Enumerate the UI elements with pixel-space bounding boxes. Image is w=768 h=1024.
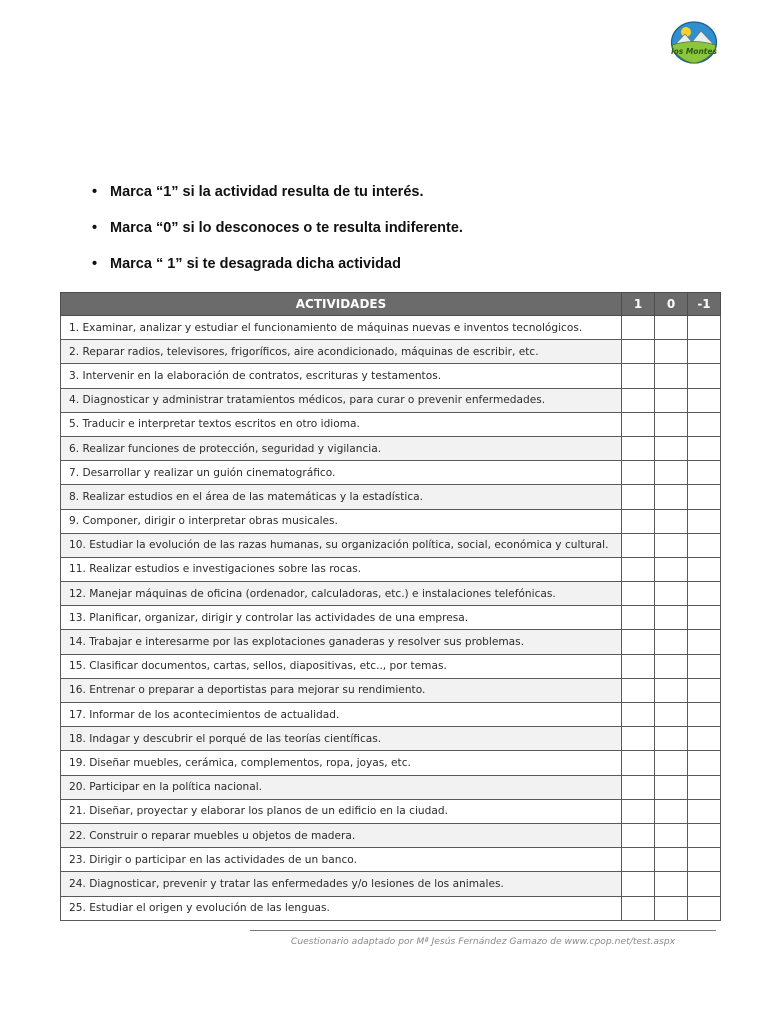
header-neutral: 0 [655, 293, 688, 316]
mark-cell-neutral[interactable] [655, 823, 688, 847]
table-body [61, 316, 721, 921]
instructions-list [90, 184, 463, 292]
instruction-item [90, 220, 463, 256]
table-row [61, 388, 721, 412]
activity-text: 7. Desarrollar y realizar un guión cinematográfico. [61, 461, 622, 485]
mark-cell-neutral[interactable] [655, 388, 688, 412]
mark-cell-dislike[interactable] [688, 703, 721, 727]
mark-cell-neutral[interactable] [655, 606, 688, 630]
instruction-text: Marca “0” si lo desconoces o te resulta indiferente. [110, 220, 463, 236]
table-row [61, 606, 721, 630]
mark-cell-neutral[interactable] [655, 799, 688, 823]
table-row [61, 896, 721, 920]
activity-text: 1. Examinar, analizar y estudiar el funcionamiento de máquinas nuevas e inventos tecnológicos. [61, 316, 622, 340]
logo-text: los Montes [671, 47, 717, 56]
mark-cell-like[interactable] [622, 485, 655, 509]
table-row [61, 364, 721, 388]
mark-cell-like[interactable] [622, 412, 655, 436]
mark-cell-neutral[interactable] [655, 509, 688, 533]
activity-text: 17. Informar de los acontecimientos de actualidad. [61, 703, 622, 727]
activity-text: 19. Diseñar muebles, cerámica, complementos, ropa, joyas, etc. [61, 751, 622, 775]
mark-cell-like[interactable] [622, 340, 655, 364]
mark-cell-neutral[interactable] [655, 436, 688, 460]
activity-text: 18. Indagar y descubrir el porqué de las teorías científicas. [61, 727, 622, 751]
mark-cell-dislike[interactable] [688, 485, 721, 509]
activity-text: 2. Reparar radios, televisores, frigoríficos, aire acondicionado, máquinas de escribir, etc. [61, 340, 622, 364]
instruction-text: Marca “ 1” si te desagrada dicha actividad [110, 256, 401, 272]
table-row [61, 533, 721, 557]
table-row [61, 436, 721, 460]
activity-text: 21. Diseñar, proyectar y elaborar los planos de un edificio en la ciudad. [61, 799, 622, 823]
mark-cell-neutral[interactable] [655, 582, 688, 606]
table-row [61, 316, 721, 340]
mark-cell-dislike[interactable] [688, 533, 721, 557]
activity-text: 22. Construir o reparar muebles u objetos de madera. [61, 823, 622, 847]
activity-text: 4. Diagnosticar y administrar tratamientos médicos, para curar o prevenir enfermedades. [61, 388, 622, 412]
mark-cell-neutral[interactable] [655, 775, 688, 799]
mark-cell-neutral[interactable] [655, 727, 688, 751]
table-row [61, 678, 721, 702]
activity-text: 11. Realizar estudios e investigaciones sobre las rocas. [61, 557, 622, 581]
mark-cell-dislike[interactable] [688, 364, 721, 388]
mark-cell-dislike[interactable] [688, 582, 721, 606]
table-row [61, 654, 721, 678]
mark-cell-neutral[interactable] [655, 316, 688, 340]
mark-cell-like[interactable] [622, 896, 655, 920]
mark-cell-neutral[interactable] [655, 751, 688, 775]
school-logo [670, 21, 718, 64]
activity-text: 6. Realizar funciones de protección, seguridad y vigilancia. [61, 436, 622, 460]
activity-text: 9. Componer, dirigir o interpretar obras musicales. [61, 509, 622, 533]
table-row [61, 582, 721, 606]
mark-cell-neutral[interactable] [655, 461, 688, 485]
mark-cell-neutral[interactable] [655, 630, 688, 654]
table-row [61, 340, 721, 364]
mark-cell-dislike[interactable] [688, 799, 721, 823]
table-row [61, 872, 721, 896]
mark-cell-dislike[interactable] [688, 872, 721, 896]
activity-text: 14. Trabajar e interesarme por las explotaciones ganaderas y resolver sus problemas. [61, 630, 622, 654]
mark-cell-neutral[interactable] [655, 485, 688, 509]
mark-cell-like[interactable] [622, 775, 655, 799]
mark-cell-neutral[interactable] [655, 848, 688, 872]
mark-cell-like[interactable] [622, 848, 655, 872]
mark-cell-dislike[interactable] [688, 654, 721, 678]
instruction-item [90, 184, 463, 220]
mark-cell-like[interactable] [622, 316, 655, 340]
mark-cell-like[interactable] [622, 388, 655, 412]
mark-cell-dislike[interactable] [688, 461, 721, 485]
mark-cell-neutral[interactable] [655, 896, 688, 920]
table-row [61, 485, 721, 509]
activity-text: 13. Planificar, organizar, dirigir y controlar las actividades de una empresa. [61, 606, 622, 630]
header-activities: ACTIVIDADES [61, 293, 622, 316]
activity-text: 15. Clasificar documentos, cartas, sellos, diapositivas, etc.., por temas. [61, 654, 622, 678]
mark-cell-neutral[interactable] [655, 654, 688, 678]
mark-cell-neutral[interactable] [655, 678, 688, 702]
mark-cell-like[interactable] [622, 823, 655, 847]
activity-text: 3. Intervenir en la elaboración de contratos, escrituras y testamentos. [61, 364, 622, 388]
table-row [61, 848, 721, 872]
mark-cell-like[interactable] [622, 630, 655, 654]
activity-text: 5. Traducir e interpretar textos escritos en otro idioma. [61, 412, 622, 436]
mark-cell-dislike[interactable] [688, 606, 721, 630]
table-row [61, 775, 721, 799]
mark-cell-neutral[interactable] [655, 557, 688, 581]
mark-cell-like[interactable] [622, 799, 655, 823]
mark-cell-like[interactable] [622, 727, 655, 751]
activity-text: 25. Estudiar el origen y evolución de las lenguas. [61, 896, 622, 920]
mark-cell-like[interactable] [622, 436, 655, 460]
table-row [61, 630, 721, 654]
mark-cell-like[interactable] [622, 364, 655, 388]
bullet-icon: • [92, 220, 98, 236]
table-row [61, 727, 721, 751]
mark-cell-like[interactable] [622, 557, 655, 581]
header-dislike: -1 [688, 293, 721, 316]
mark-cell-neutral[interactable] [655, 703, 688, 727]
mark-cell-like[interactable] [622, 509, 655, 533]
table-row [61, 557, 721, 581]
mark-cell-neutral[interactable] [655, 364, 688, 388]
mark-cell-dislike[interactable] [688, 727, 721, 751]
mark-cell-like[interactable] [622, 872, 655, 896]
footer-credit: Cuestionario adaptado por Mª Jesús Fernández Gamazo de www.cpop.net/test.aspx [290, 936, 676, 947]
table-row [61, 799, 721, 823]
mark-cell-like[interactable] [622, 703, 655, 727]
mark-cell-like[interactable] [622, 582, 655, 606]
mark-cell-dislike[interactable] [688, 436, 721, 460]
footer-divider [250, 930, 716, 931]
mark-cell-neutral[interactable] [655, 533, 688, 557]
activity-text: 20. Participar en la política nacional. [61, 775, 622, 799]
activity-text: 12. Manejar máquinas de oficina (ordenador, calculadoras, etc.) e instalaciones telefónicas. [61, 582, 622, 606]
mark-cell-dislike[interactable] [688, 316, 721, 340]
mark-cell-dislike[interactable] [688, 678, 721, 702]
activity-text: 23. Dirigir o participar en las actividades de un banco. [61, 848, 622, 872]
activity-text: 10. Estudiar la evolución de las razas humanas, su organización política, social, económica y cultural. [61, 533, 622, 557]
mark-cell-neutral[interactable] [655, 340, 688, 364]
mark-cell-dislike[interactable] [688, 509, 721, 533]
mark-cell-dislike[interactable] [688, 896, 721, 920]
table-row [61, 412, 721, 436]
table-row [61, 703, 721, 727]
instruction-item [90, 256, 463, 292]
mark-cell-dislike[interactable] [688, 630, 721, 654]
mark-cell-dislike[interactable] [688, 412, 721, 436]
mark-cell-dislike[interactable] [688, 388, 721, 412]
mark-cell-like[interactable] [622, 533, 655, 557]
bullet-icon: • [92, 256, 98, 272]
mark-cell-dislike[interactable] [688, 775, 721, 799]
activity-text: 24. Diagnosticar, prevenir y tratar las enfermedades y/o lesiones de los animales. [61, 872, 622, 896]
table-row [61, 823, 721, 847]
mark-cell-dislike[interactable] [688, 848, 721, 872]
mark-cell-dislike[interactable] [688, 340, 721, 364]
mark-cell-like[interactable] [622, 751, 655, 775]
activity-text: 8. Realizar estudios en el área de las matemáticas y la estadística. [61, 485, 622, 509]
mark-cell-dislike[interactable] [688, 823, 721, 847]
mark-cell-like[interactable] [622, 678, 655, 702]
activities-table [60, 292, 721, 921]
mark-cell-neutral[interactable] [655, 412, 688, 436]
mark-cell-like[interactable] [622, 654, 655, 678]
header-like: 1 [622, 293, 655, 316]
mark-cell-neutral[interactable] [655, 872, 688, 896]
instruction-text: Marca “1” si la actividad resulta de tu interés. [110, 184, 424, 200]
mark-cell-dislike[interactable] [688, 751, 721, 775]
table-row [61, 461, 721, 485]
activity-text: 16. Entrenar o preparar a deportistas para mejorar su rendimiento. [61, 678, 622, 702]
mark-cell-like[interactable] [622, 461, 655, 485]
bullet-icon: • [92, 184, 98, 200]
table-row [61, 509, 721, 533]
table-row [61, 751, 721, 775]
table-header-row [61, 293, 721, 316]
mark-cell-like[interactable] [622, 606, 655, 630]
mark-cell-dislike[interactable] [688, 557, 721, 581]
